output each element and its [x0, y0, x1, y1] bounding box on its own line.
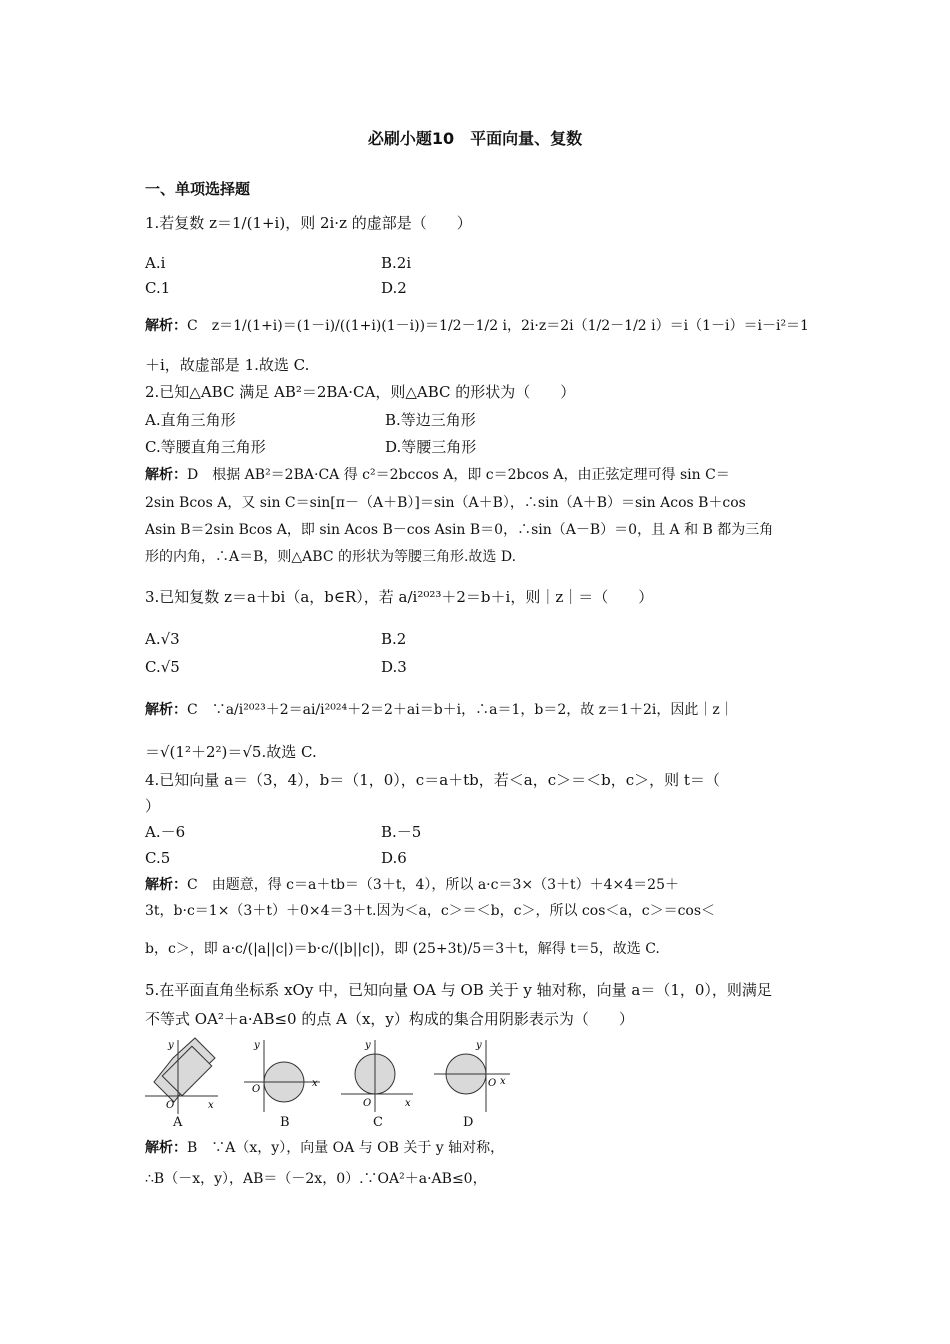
- figure-b: [240, 1036, 325, 1116]
- question-5-line-1: 5.在平面直角坐标系 xOy 中，已知向量 OA 与 OB 关于 y 轴对称，向量 a＝（1，0），则满足: [145, 981, 772, 999]
- solution-2-line-2: 2sin Bcos A，又 sin C＝sin[π－（A＋B）]＝sin（A＋B），∴sin（A＋B）＝sin Acos B＋cos: [145, 495, 746, 511]
- question-3: 3.已知复数 z＝a＋bi（a，b∈R），若 a/i²⁰²³＋2＝b＋i，则｜z｜＝（ ）: [145, 588, 654, 606]
- q2-option-c: C.等腰直角三角形: [145, 438, 266, 456]
- figure-d-y-label: y: [476, 1040, 482, 1051]
- solution-3-text: C ∵a/i²⁰²³＋2＝ai/i²⁰²⁴＋2＝2＋ai＝b＋i，∴a＝1，b＝2，故 z＝1＋2i，因此｜z｜: [187, 702, 734, 718]
- question-4-line-1: 4.已知向量 a＝（3，4），b＝（1，0），c＝a＋tb，若＜a，c＞＝＜b，c＞，则 t＝（: [145, 771, 720, 789]
- solution-4-line-2: 3t，b·c＝1×（3＋t）＋0×4＝3＋t.因为＜a，c＞＝＜b，c＞，所以 cos＜a，c＞＝cos＜: [145, 903, 716, 919]
- figure-b-x-label: x: [312, 1078, 318, 1089]
- q3-option-a: A.√3: [145, 630, 180, 648]
- figure-d-label: D: [463, 1115, 474, 1130]
- figure-a: [140, 1036, 225, 1116]
- q1-option-a: A.i: [145, 254, 166, 272]
- q1-option-d: D.2: [381, 279, 407, 297]
- solution-1-line-2: ＋i，故虚部是 1.故选 C.: [145, 356, 310, 374]
- figure-c-label: C: [373, 1115, 383, 1130]
- solution-2-line-3: Asin B＝2sin Bcos A，即 sin Acos B－cos Asin B＝0，∴sin（A－B）＝0，且 A 和 B 都为三角: [145, 522, 774, 538]
- q3-option-c: C.√5: [145, 658, 180, 676]
- solution-3-line-2: ＝√(1²＋2²)＝√5.故选 C.: [145, 743, 317, 761]
- question-2: 2.已知△ABC 满足 AB²＝2BA·CA，则△ABC 的形状为（ ）: [145, 383, 576, 401]
- solution-5-line-2: ∴B（－x，y），AB＝（－2x，0）.∵OA²＋a·AB≤0，: [145, 1171, 487, 1187]
- figure-a-label: A: [173, 1115, 183, 1130]
- page-title: 必刷小题10 平面向量、复数: [367, 129, 583, 148]
- q4-option-a: A.－6: [145, 823, 186, 841]
- q4-option-b: B.－5: [381, 823, 422, 841]
- figure-c: [335, 1036, 420, 1116]
- answer-figures: [140, 1036, 520, 1136]
- solution-label: 解析：: [145, 467, 187, 483]
- solution-1-line-1: [145, 315, 809, 337]
- q4-option-c: C.5: [145, 849, 171, 867]
- q2-option-d: D.等腰三角形: [385, 438, 477, 456]
- q1-option-c: C.1: [145, 279, 171, 297]
- solution-label: 解析：: [145, 702, 187, 718]
- solution-2-line-4: 形的内角，∴A＝B，则△ABC 的形状为等腰三角形.故选 D.: [145, 549, 517, 565]
- figure-b-label: B: [280, 1115, 290, 1130]
- figure-b-y-label: y: [254, 1040, 260, 1051]
- solution-label: 解析：: [145, 877, 187, 893]
- figure-a-x-label: x: [208, 1100, 214, 1111]
- figure-c-y-label: y: [365, 1040, 371, 1051]
- solution-4-text: C 由题意，得 c＝a＋tb＝（3＋t，4），所以 a·c＝3×（3＋t）＋4×4＝25＋: [187, 877, 679, 893]
- solution-2-line-1: [145, 464, 730, 486]
- solution-5-text: B ∵A（x，y），向量 OA 与 OB 关于 y 轴对称，: [187, 1140, 505, 1156]
- solution-5-line-1: [145, 1137, 504, 1159]
- figure-a-y-label: y: [168, 1040, 174, 1051]
- solution-4-line-1: [145, 874, 679, 896]
- solution-2-text: D 根据 AB²＝2BA·CA 得 c²＝2bccos A，即 c＝2bcos A，由正弦定理可得 sin C＝: [187, 467, 730, 483]
- figure-a-origin: O: [166, 1100, 175, 1111]
- section-heading: 一、单项选择题: [145, 180, 251, 198]
- q3-option-b: B.2: [381, 630, 407, 648]
- q2-option-a: A.直角三角形: [145, 411, 236, 429]
- q3-option-d: D.3: [381, 658, 407, 676]
- figure-c-origin: O: [363, 1098, 372, 1109]
- question-1: 1.若复数 z＝1/(1+i)，则 2i·z 的虚部是（ ）: [145, 214, 472, 232]
- figure-d-origin: O: [488, 1078, 497, 1089]
- figure-d-x-label: x: [500, 1076, 506, 1087]
- solution-1-text: C z＝1/(1+i)＝(1－i)/((1+i)(1－i))＝1/2－1/2 i，2i·z＝2i（1/2－1/2 i）＝i（1－i）＝i－i²＝1: [187, 318, 809, 334]
- solution-label: 解析：: [145, 318, 187, 334]
- q4-option-d: D.6: [381, 849, 407, 867]
- q1-option-b: B.2i: [381, 254, 412, 272]
- figure-d: [430, 1036, 515, 1116]
- solution-3-line-1: [145, 699, 734, 721]
- solution-4-line-3: b，c＞，即 a·c/(|a||c|)＝b·c/(|b||c|)，即 (25+3t)/5＝3＋t，解得 t＝5，故选 C.: [145, 941, 660, 957]
- figure-b-origin: O: [252, 1084, 261, 1095]
- figure-c-x-label: x: [405, 1098, 411, 1109]
- question-5-line-2: 不等式 OA²＋a·AB≤0 的点 A（x，y）构成的集合用阴影表示为（ ）: [145, 1010, 634, 1028]
- q2-option-b: B.等边三角形: [385, 411, 476, 429]
- solution-label: 解析：: [145, 1140, 187, 1156]
- question-4-line-2: ）: [145, 797, 161, 815]
